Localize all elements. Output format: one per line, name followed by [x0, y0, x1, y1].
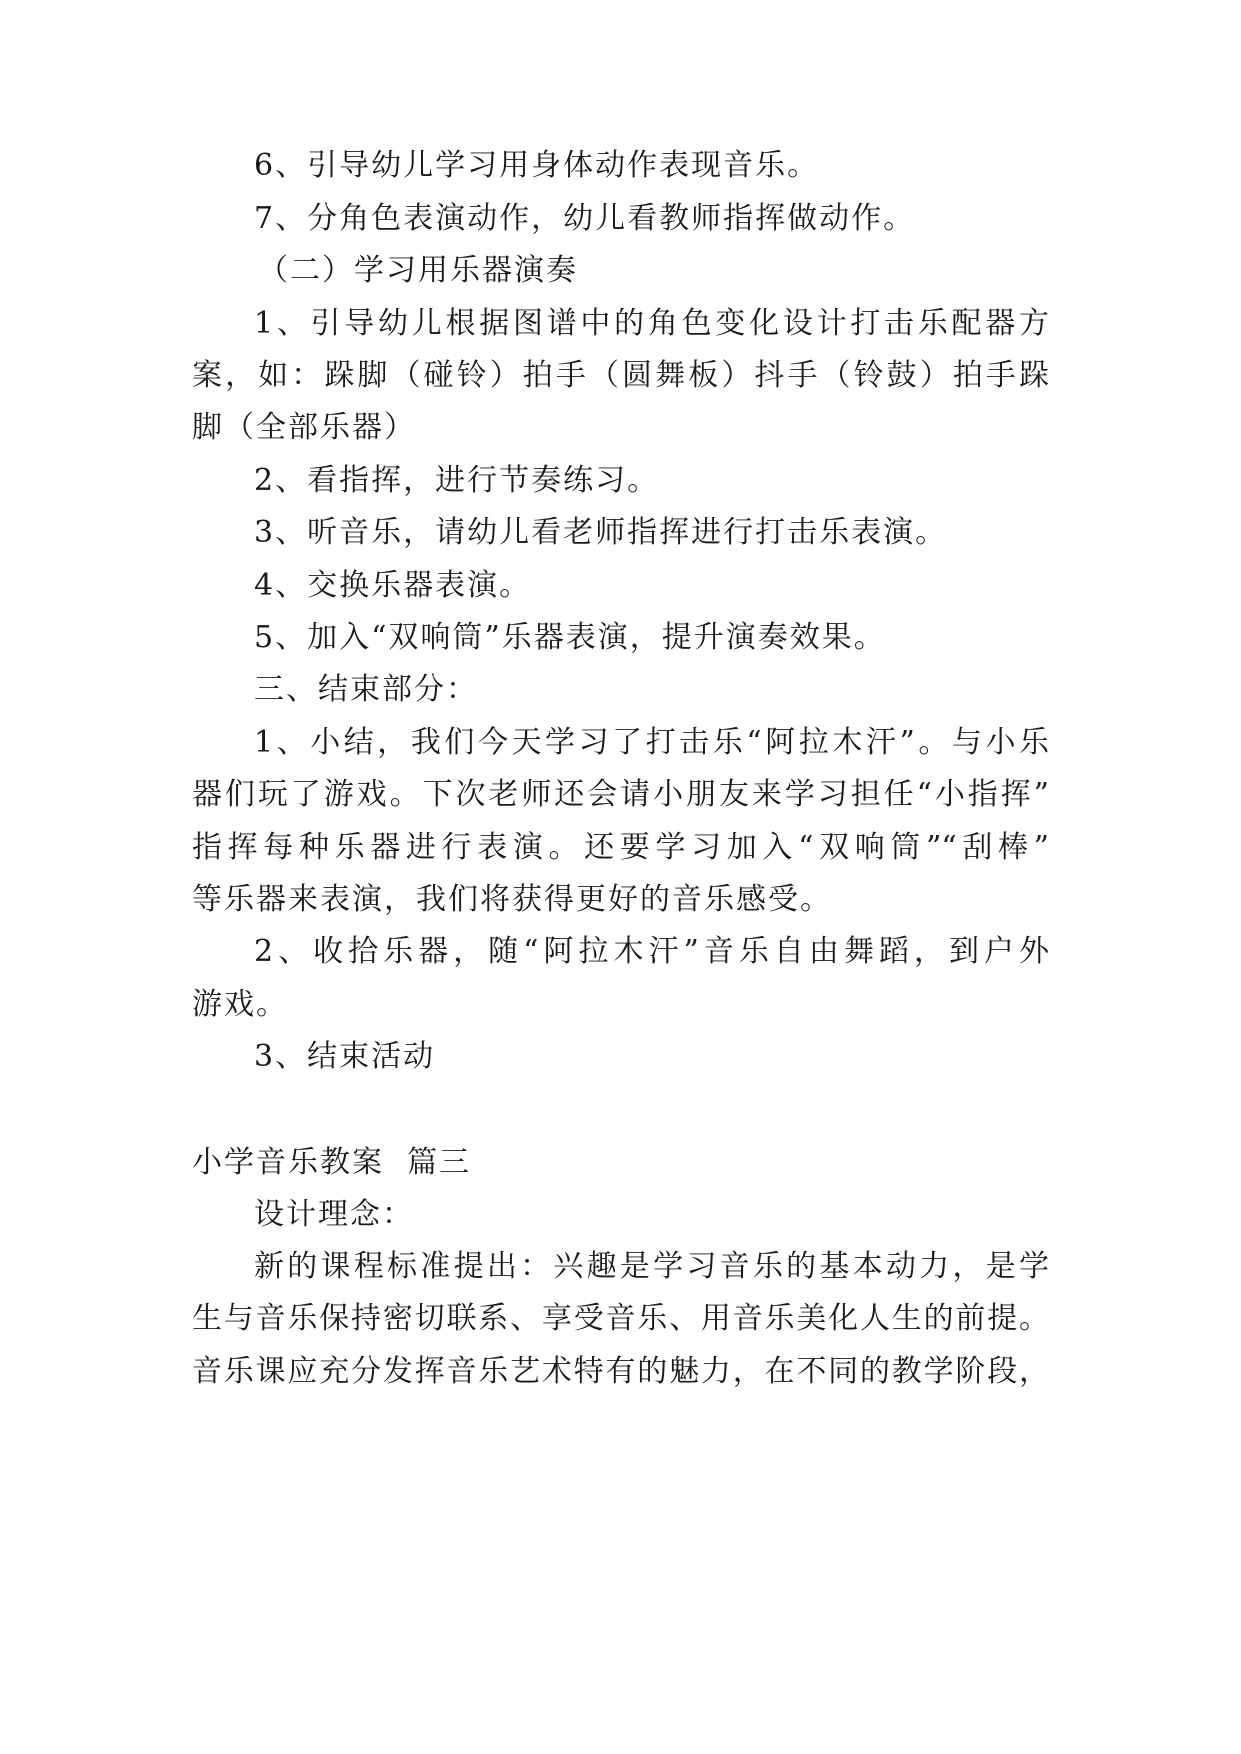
section-heading: （二）学习用乐器演奏 [258, 253, 578, 288]
paragraph-line: 指挥每种乐器进行表演。还要学习加入“双响筒”“刮棒” [192, 830, 1049, 865]
paragraph-line: 2、看指挥，进行节奏练习。 [254, 463, 660, 498]
section-heading: 三、结束部分： [254, 672, 478, 707]
paragraph-line: 6、引导幼儿学习用身体动作表现音乐。 [254, 148, 820, 183]
paragraph-line: 7、分角色表演动作，幼儿看教师指挥做动作。 [254, 201, 916, 236]
paragraph-line: 1、引导幼儿根据图谱中的角色变化设计打击乐配器方 [254, 306, 1049, 341]
paragraph-line: 脚（全部乐器） [192, 410, 416, 445]
paragraph-line: 器们玩了游戏。下次老师还会请小朋友来学习担任“小指挥” [192, 777, 1049, 812]
paragraph-line: 3、结束活动 [254, 1039, 436, 1074]
article-title: 小学音乐教案 篇三 [192, 1145, 472, 1180]
paragraph-line: 5、加入“双响筒”乐器表演，提升演奏效果。 [254, 620, 886, 655]
paragraph-line: 生与音乐保持密切联系、享受音乐、用音乐美化人生的前提。 [192, 1301, 1049, 1336]
paragraph-line: 4、交换乐器表演。 [254, 568, 532, 603]
section-heading: 设计理念： [254, 1197, 414, 1232]
paragraph-line: 3、听音乐，请幼儿看老师指挥进行打击乐表演。 [254, 515, 948, 550]
paragraph-line: 1、小结，我们今天学习了打击乐“阿拉木汗”。与小乐 [254, 725, 1049, 760]
paragraph-line: 新的课程标准提出：兴趣是学习音乐的基本动力，是学 [254, 1249, 1049, 1284]
paragraph-line: 2、收拾乐器，随“阿拉木汗”音乐自由舞蹈，到户外 [254, 934, 1049, 969]
paragraph-line: 案，如：跺脚（碰铃）拍手（圆舞板）抖手（铃鼓）拍手跺 [192, 358, 1049, 393]
paragraph-line: 音乐课应充分发挥音乐艺术特有的魅力，在不同的教学阶段， [192, 1354, 1049, 1389]
paragraph-line: 游戏。 [192, 987, 288, 1022]
paragraph-line: 等乐器来表演，我们将获得更好的音乐感受。 [192, 882, 832, 917]
